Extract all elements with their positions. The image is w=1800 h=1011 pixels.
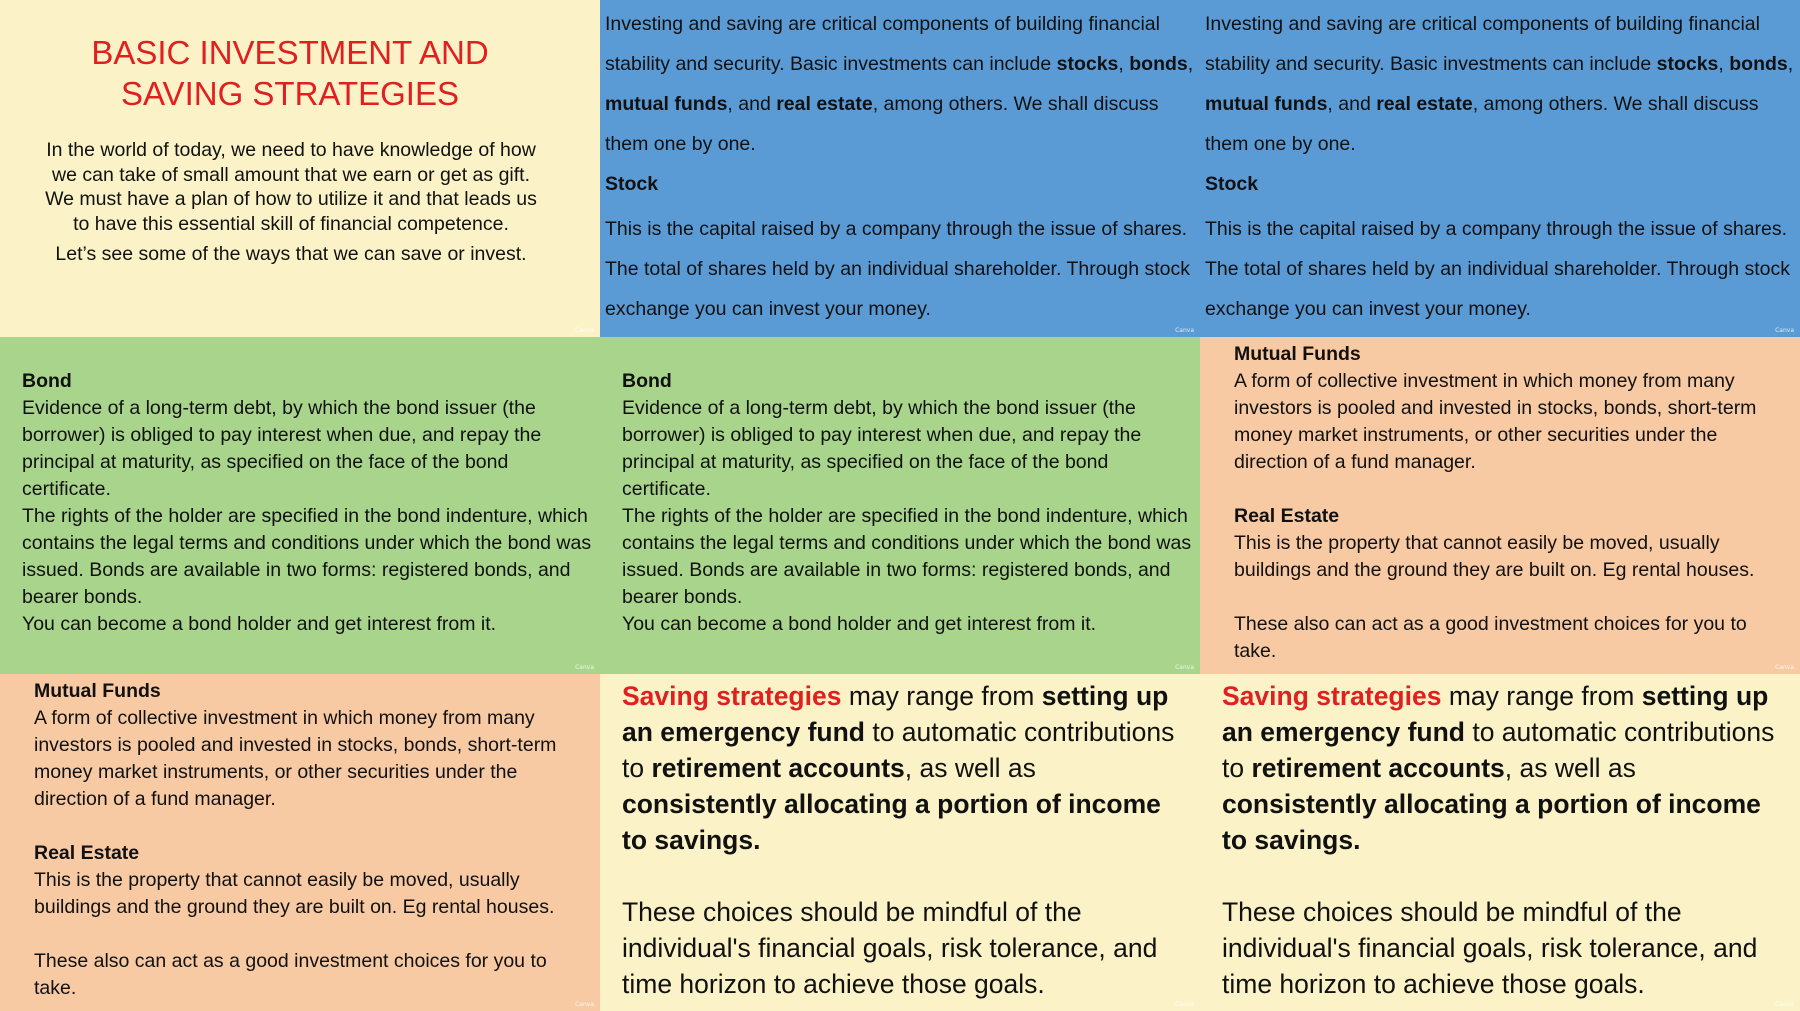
watermark: Canva bbox=[575, 1001, 594, 1008]
intro-text bbox=[36, 138, 546, 267]
funds-slide-copy bbox=[0, 674, 600, 1011]
bond-definition: Evidence of a long-term debt, by which the bond issuer (the borrower) is obliged to pay interest when due, and repay the principal at maturity, as specified on the face of the bond certificate. bbox=[22, 397, 542, 500]
saving-paragraph: Saving strategies may range from setting up an emergency fund to automatic contributions to retirement accounts, as well as consistently allocating a portion of income to savings. bbox=[622, 681, 1175, 855]
stock-heading: Stock bbox=[1205, 173, 1259, 195]
bond-closing: You can become a bond holder and get interest from it. bbox=[622, 613, 1097, 635]
saving-slide bbox=[600, 674, 1200, 1011]
bond-rights: The rights of the holder are specified in the bond indenture, which contains the legal terms and conditions under which the bond was issued. Bonds are available in two forms: registered bonds, and bearer bonds. bbox=[22, 505, 592, 608]
stock-body: This is the capital raised by a company through the issue of shares. The total of shares held by an individual shareholder. Through stock exchange you can invest your money. bbox=[1205, 218, 1790, 320]
intro-body bbox=[1205, 4, 1799, 329]
real-estate-heading: Real Estate bbox=[1234, 505, 1340, 527]
saving-body bbox=[622, 678, 1188, 1002]
mutual-funds-heading: Mutual Funds bbox=[34, 680, 161, 702]
watermark: Canva bbox=[1175, 664, 1194, 671]
bond-slide bbox=[0, 337, 600, 674]
funds-slide bbox=[1200, 337, 1800, 674]
funds-closing: These also can act as a good investment choices for you to take. bbox=[1234, 613, 1747, 662]
mutual-funds-body: A form of collective investment in which money from many investors is pooled and invested in stocks, bonds, short-term money market instruments, or other securities under the direction of a fund manager. bbox=[34, 707, 557, 810]
watermark: Canva bbox=[1775, 327, 1794, 334]
mutual-funds-heading: Mutual Funds bbox=[1234, 343, 1361, 365]
intro-body bbox=[605, 4, 1199, 329]
watermark: Canva bbox=[1175, 1001, 1194, 1008]
real-estate-body: This is the property that cannot easily be moved, usually buildings and the ground they are built on. Eg rental houses. bbox=[34, 869, 555, 918]
real-estate-heading: Real Estate bbox=[34, 842, 140, 864]
saving-paragraph-2: These choices should be mindful of the individual's financial goals, risk tolerance, and time horizon to achieve those goals. bbox=[622, 897, 1158, 999]
stock-heading: Stock bbox=[605, 173, 659, 195]
slide-title: BASIC INVESTMENT AND SAVING STRATEGIES bbox=[91, 34, 489, 112]
title-slide bbox=[0, 0, 600, 337]
intro-slide bbox=[600, 0, 1200, 337]
bond-body bbox=[622, 368, 1192, 638]
saving-paragraph-2: These choices should be mindful of the individual's financial goals, risk tolerance, and time horizon to achieve those goals. bbox=[1222, 897, 1758, 999]
stock-body: This is the capital raised by a company through the issue of shares. The total of shares held by an individual shareholder. Through stock exchange you can invest your money. bbox=[605, 218, 1190, 320]
intro-paragraph: In the world of today, we need to have knowledge of how we can take of small amount that we earn or get as gift. We must have a plan of how to utilize it and that leads us to have this essential skill of financial competence. bbox=[45, 139, 537, 235]
saving-body bbox=[1222, 678, 1788, 1002]
bond-closing: You can become a bond holder and get interest from it. bbox=[22, 613, 497, 635]
watermark: Canva bbox=[1775, 664, 1794, 671]
funds-body bbox=[1234, 341, 1794, 665]
overview-paragraph: Investing and saving are critical components of building financial stability and security. Basic investments can include stocks, bonds, mutual funds, and real estate, among others. We shall discuss them one by one. bbox=[605, 13, 1194, 155]
real-estate-body: This is the property that cannot easily be moved, usually buildings and the ground they are built on. Eg rental houses. bbox=[1234, 532, 1755, 581]
saving-paragraph: Saving strategies may range from setting up an emergency fund to automatic contributions to retirement accounts, as well as consistently allocating a portion of income to savings. bbox=[1222, 681, 1775, 855]
intro-slide-copy bbox=[1200, 0, 1800, 337]
mutual-funds-body: A form of collective investment in which money from many investors is pooled and invested in stocks, bonds, short-term money market instruments, or other securities under the direction of a fund manager. bbox=[1234, 370, 1757, 473]
watermark: Canva bbox=[1775, 1001, 1794, 1008]
funds-closing: These also can act as a good investment choices for you to take. bbox=[34, 950, 547, 999]
overview-paragraph: Investing and saving are critical components of building financial stability and security. Basic investments can include stocks, bonds, mutual funds, and real estate, among others. We shall discuss them one by one. bbox=[1205, 13, 1794, 155]
bond-body bbox=[22, 368, 592, 638]
bond-rights: The rights of the holder are specified in the bond indenture, which contains the legal terms and conditions under which the bond was issued. Bonds are available in two forms: registered bonds, and bearer bonds. bbox=[622, 505, 1192, 608]
watermark: Canva bbox=[1175, 327, 1194, 334]
bond-heading: Bond bbox=[22, 370, 72, 392]
bond-slide-copy bbox=[600, 337, 1200, 674]
bond-heading: Bond bbox=[622, 370, 672, 392]
funds-body bbox=[34, 678, 594, 1002]
intro-paragraph-2: Let’s see some of the ways that we can save or invest. bbox=[55, 243, 527, 265]
watermark: Canva bbox=[575, 664, 594, 671]
watermark: Canva bbox=[575, 327, 594, 334]
bond-definition: Evidence of a long-term debt, by which the bond issuer (the borrower) is obliged to pay interest when due, and repay the principal at maturity, as specified on the face of the bond certificate. bbox=[622, 397, 1142, 500]
saving-slide-copy bbox=[1200, 674, 1800, 1011]
